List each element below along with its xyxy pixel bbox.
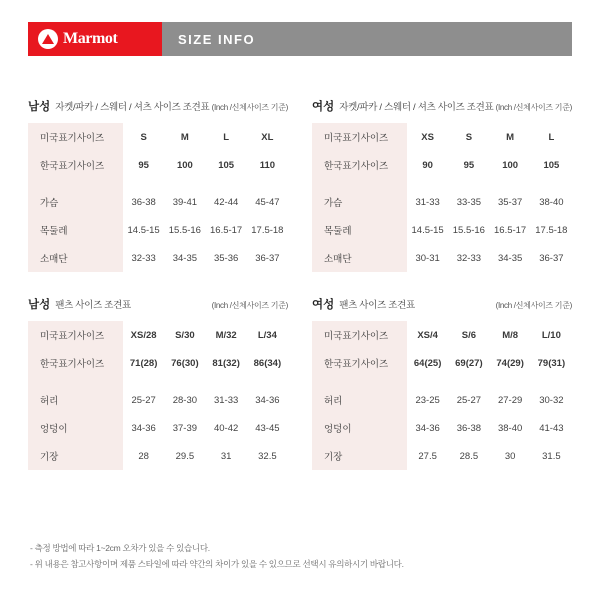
cell: 25-27 <box>131 394 156 406</box>
footnotes <box>30 540 574 572</box>
cell: 86(34) <box>253 357 282 369</box>
cell: 90 <box>422 159 433 171</box>
cell: 17.5-18 <box>251 224 284 236</box>
table-row <box>28 414 288 442</box>
cell: 25-27 <box>456 394 482 406</box>
cell: 45-47 <box>255 196 280 208</box>
cell: 31 <box>220 450 232 462</box>
row-label: 엉덩이 <box>312 414 407 442</box>
cell: 34-35 <box>172 252 198 264</box>
table-row <box>312 151 572 179</box>
panel-mens-tops <box>28 98 288 272</box>
cell: 36-37 <box>255 252 280 264</box>
cell: 74(29) <box>496 357 524 369</box>
cell: 34-36 <box>415 422 440 434</box>
cell: 15.5-16 <box>452 224 485 236</box>
panel-unit: (Inch /신체사이즈 기준) <box>211 103 288 112</box>
cell: 32-33 <box>131 252 156 264</box>
footnote-disclaimer: - 위 내용은 참고사항이며 제품 스타일에 따라 약간의 차이가 있을 수 있으므로 선택시 유의하시기 바랍니다. <box>30 559 404 570</box>
cell: 81(32) <box>212 357 240 369</box>
cell: 34-36 <box>131 422 156 434</box>
row-label: 허리 <box>28 386 123 414</box>
cell: 105 <box>218 159 235 171</box>
table-row <box>312 349 572 377</box>
cell: 33-35 <box>456 196 482 208</box>
table-spacer <box>28 179 288 188</box>
cell: 35-36 <box>213 252 239 264</box>
cell: 76(30) <box>171 357 199 369</box>
panel-gender: 여성 <box>312 299 335 311</box>
cell: 30-31 <box>415 252 440 264</box>
cell: 17.5-18 <box>535 224 568 236</box>
panel-name: 자켓/파카 / 스웨터 / 셔츠 사이즈 조견표 <box>339 102 494 113</box>
cell: 32-33 <box>456 252 482 264</box>
cell: 36-38 <box>456 422 482 434</box>
panel-header <box>28 98 288 114</box>
cell: M <box>180 131 189 143</box>
panel-header <box>312 98 572 114</box>
cell: L <box>548 131 555 143</box>
brand-logo <box>28 22 162 56</box>
cell: 36-38 <box>131 196 156 208</box>
table-row <box>28 321 288 349</box>
table-spacer <box>312 179 572 188</box>
size-table <box>312 123 572 272</box>
row-label: 기장 <box>312 442 407 470</box>
cell: 35-37 <box>497 196 523 208</box>
cell: S/30 <box>175 329 195 341</box>
table-row <box>312 244 572 272</box>
row-label: 허리 <box>312 386 407 414</box>
page-title-bar <box>162 22 572 56</box>
cell: 16.5-17 <box>494 224 527 236</box>
size-table <box>28 123 288 272</box>
row-label: 한국표기사이즈 <box>312 151 407 179</box>
cell: S <box>465 131 473 143</box>
cell: XS/28 <box>130 329 157 341</box>
cell: 14.5-15 <box>411 224 444 236</box>
cell: 36-37 <box>539 252 564 264</box>
cell: 32.5 <box>258 450 277 462</box>
row-label: 미국표기사이즈 <box>28 123 123 151</box>
cell: 34-36 <box>255 394 280 406</box>
cell: XS <box>421 131 434 143</box>
panel-header <box>28 296 288 312</box>
panel-unit: (Inch /신체사이즈 기준) <box>495 301 572 310</box>
cell: 40-42 <box>213 422 239 434</box>
tables-row-bottom <box>28 296 572 470</box>
table-row <box>28 386 288 414</box>
cell: 31.5 <box>542 450 561 462</box>
row-label: 기장 <box>28 442 123 470</box>
table-row <box>28 188 288 216</box>
row-label: 미국표기사이즈 <box>28 321 123 349</box>
row-label: 한국표기사이즈 <box>28 349 123 377</box>
row-label: 미국표기사이즈 <box>312 123 407 151</box>
cell: 41-43 <box>539 422 564 434</box>
panel-name: 팬츠 사이즈 조견표 <box>339 300 415 311</box>
panel-gender: 남성 <box>28 101 51 113</box>
cell: 27.5 <box>418 450 437 462</box>
table-row <box>312 216 572 244</box>
row-label: 미국표기사이즈 <box>312 321 407 349</box>
panel-unit: (Inch /신체사이즈 기준) <box>495 103 572 112</box>
cell: 30 <box>504 450 516 462</box>
panel-unit: (Inch /신체사이즈 기준) <box>211 301 288 310</box>
cell: XL <box>261 131 274 143</box>
size-table <box>312 321 572 470</box>
cell: 100 <box>502 159 519 171</box>
cell: 105 <box>543 159 560 171</box>
cell: 69(27) <box>455 357 483 369</box>
cell: 64(25) <box>413 357 442 369</box>
panel-mens-pants <box>28 296 288 470</box>
row-label: 목둘레 <box>28 216 123 244</box>
table-row <box>28 123 288 151</box>
row-label: 가슴 <box>312 188 407 216</box>
cell: 38-40 <box>497 422 523 434</box>
panel-header <box>312 296 572 312</box>
table-row <box>28 349 288 377</box>
panel-gender: 여성 <box>312 101 335 113</box>
row-label: 엉덩이 <box>28 414 123 442</box>
cell: 28-30 <box>172 394 198 406</box>
table-row <box>28 151 288 179</box>
cell: 14.5-15 <box>127 224 160 236</box>
size-tables-grid <box>28 98 572 470</box>
table-row <box>28 244 288 272</box>
cell: L/34 <box>257 329 277 341</box>
cell: M <box>506 131 515 143</box>
panel-womens-pants <box>312 296 572 470</box>
table-row <box>312 123 572 151</box>
cell: 95 <box>138 159 149 171</box>
cell: 23-25 <box>415 394 440 406</box>
table-spacer <box>28 377 288 386</box>
table-row <box>312 386 572 414</box>
cell: 37-39 <box>172 422 198 434</box>
cell: L/10 <box>541 329 561 341</box>
cell: 16.5-17 <box>210 224 243 236</box>
cell: 15.5-16 <box>168 224 201 236</box>
table-row <box>28 216 288 244</box>
row-label: 한국표기사이즈 <box>312 349 407 377</box>
cell: 29.5 <box>175 450 195 462</box>
cell: 31-33 <box>415 196 440 208</box>
cell: S <box>140 131 147 143</box>
row-label: 목둘레 <box>312 216 407 244</box>
cell: 71(28) <box>129 357 158 369</box>
panel-name: 팬츠 사이즈 조견표 <box>55 300 131 311</box>
cell: 110 <box>259 159 276 171</box>
table-row <box>312 442 572 470</box>
panel-gender: 남성 <box>28 299 51 311</box>
tables-row-top <box>28 98 572 272</box>
table-row <box>312 414 572 442</box>
cell: 43-45 <box>255 422 280 434</box>
panel-womens-tops <box>312 98 572 272</box>
table-spacer <box>312 377 572 386</box>
cell: 42-44 <box>213 196 239 208</box>
cell: 38-40 <box>539 196 564 208</box>
cell: 28.5 <box>459 450 479 462</box>
cell: 79(31) <box>537 357 566 369</box>
row-label: 소매단 <box>28 244 123 272</box>
cell: S/6 <box>461 329 476 341</box>
cell: 95 <box>463 159 475 171</box>
cell: M/32 <box>215 329 237 341</box>
row-label: 가슴 <box>28 188 123 216</box>
page-header <box>28 22 572 56</box>
row-label: 소매단 <box>312 244 407 272</box>
cell: 27-29 <box>497 394 523 406</box>
marmot-icon <box>38 29 58 49</box>
cell: L <box>223 131 230 143</box>
cell: XS/4 <box>417 329 438 341</box>
footnote-measurement: - 측정 방법에 따라 1~2cm 오차가 있을 수 있습니다. <box>30 543 210 553</box>
cell: 31-33 <box>213 394 239 406</box>
row-label: 한국표기사이즈 <box>28 151 123 179</box>
table-row <box>312 321 572 349</box>
cell: 30-32 <box>539 394 564 406</box>
table-row <box>28 442 288 470</box>
cell: 34-35 <box>497 252 523 264</box>
cell: 28 <box>138 450 149 462</box>
brand-name: Marmot <box>63 30 118 47</box>
page-title: SIZE INFO <box>178 31 256 47</box>
panel-name: 자켓/파카 / 스웨터 / 셔츠 사이즈 조견표 <box>55 102 210 113</box>
size-table <box>28 321 288 470</box>
cell: 100 <box>176 159 193 171</box>
cell: M/8 <box>502 329 519 341</box>
cell: 39-41 <box>172 196 198 208</box>
table-row <box>312 188 572 216</box>
